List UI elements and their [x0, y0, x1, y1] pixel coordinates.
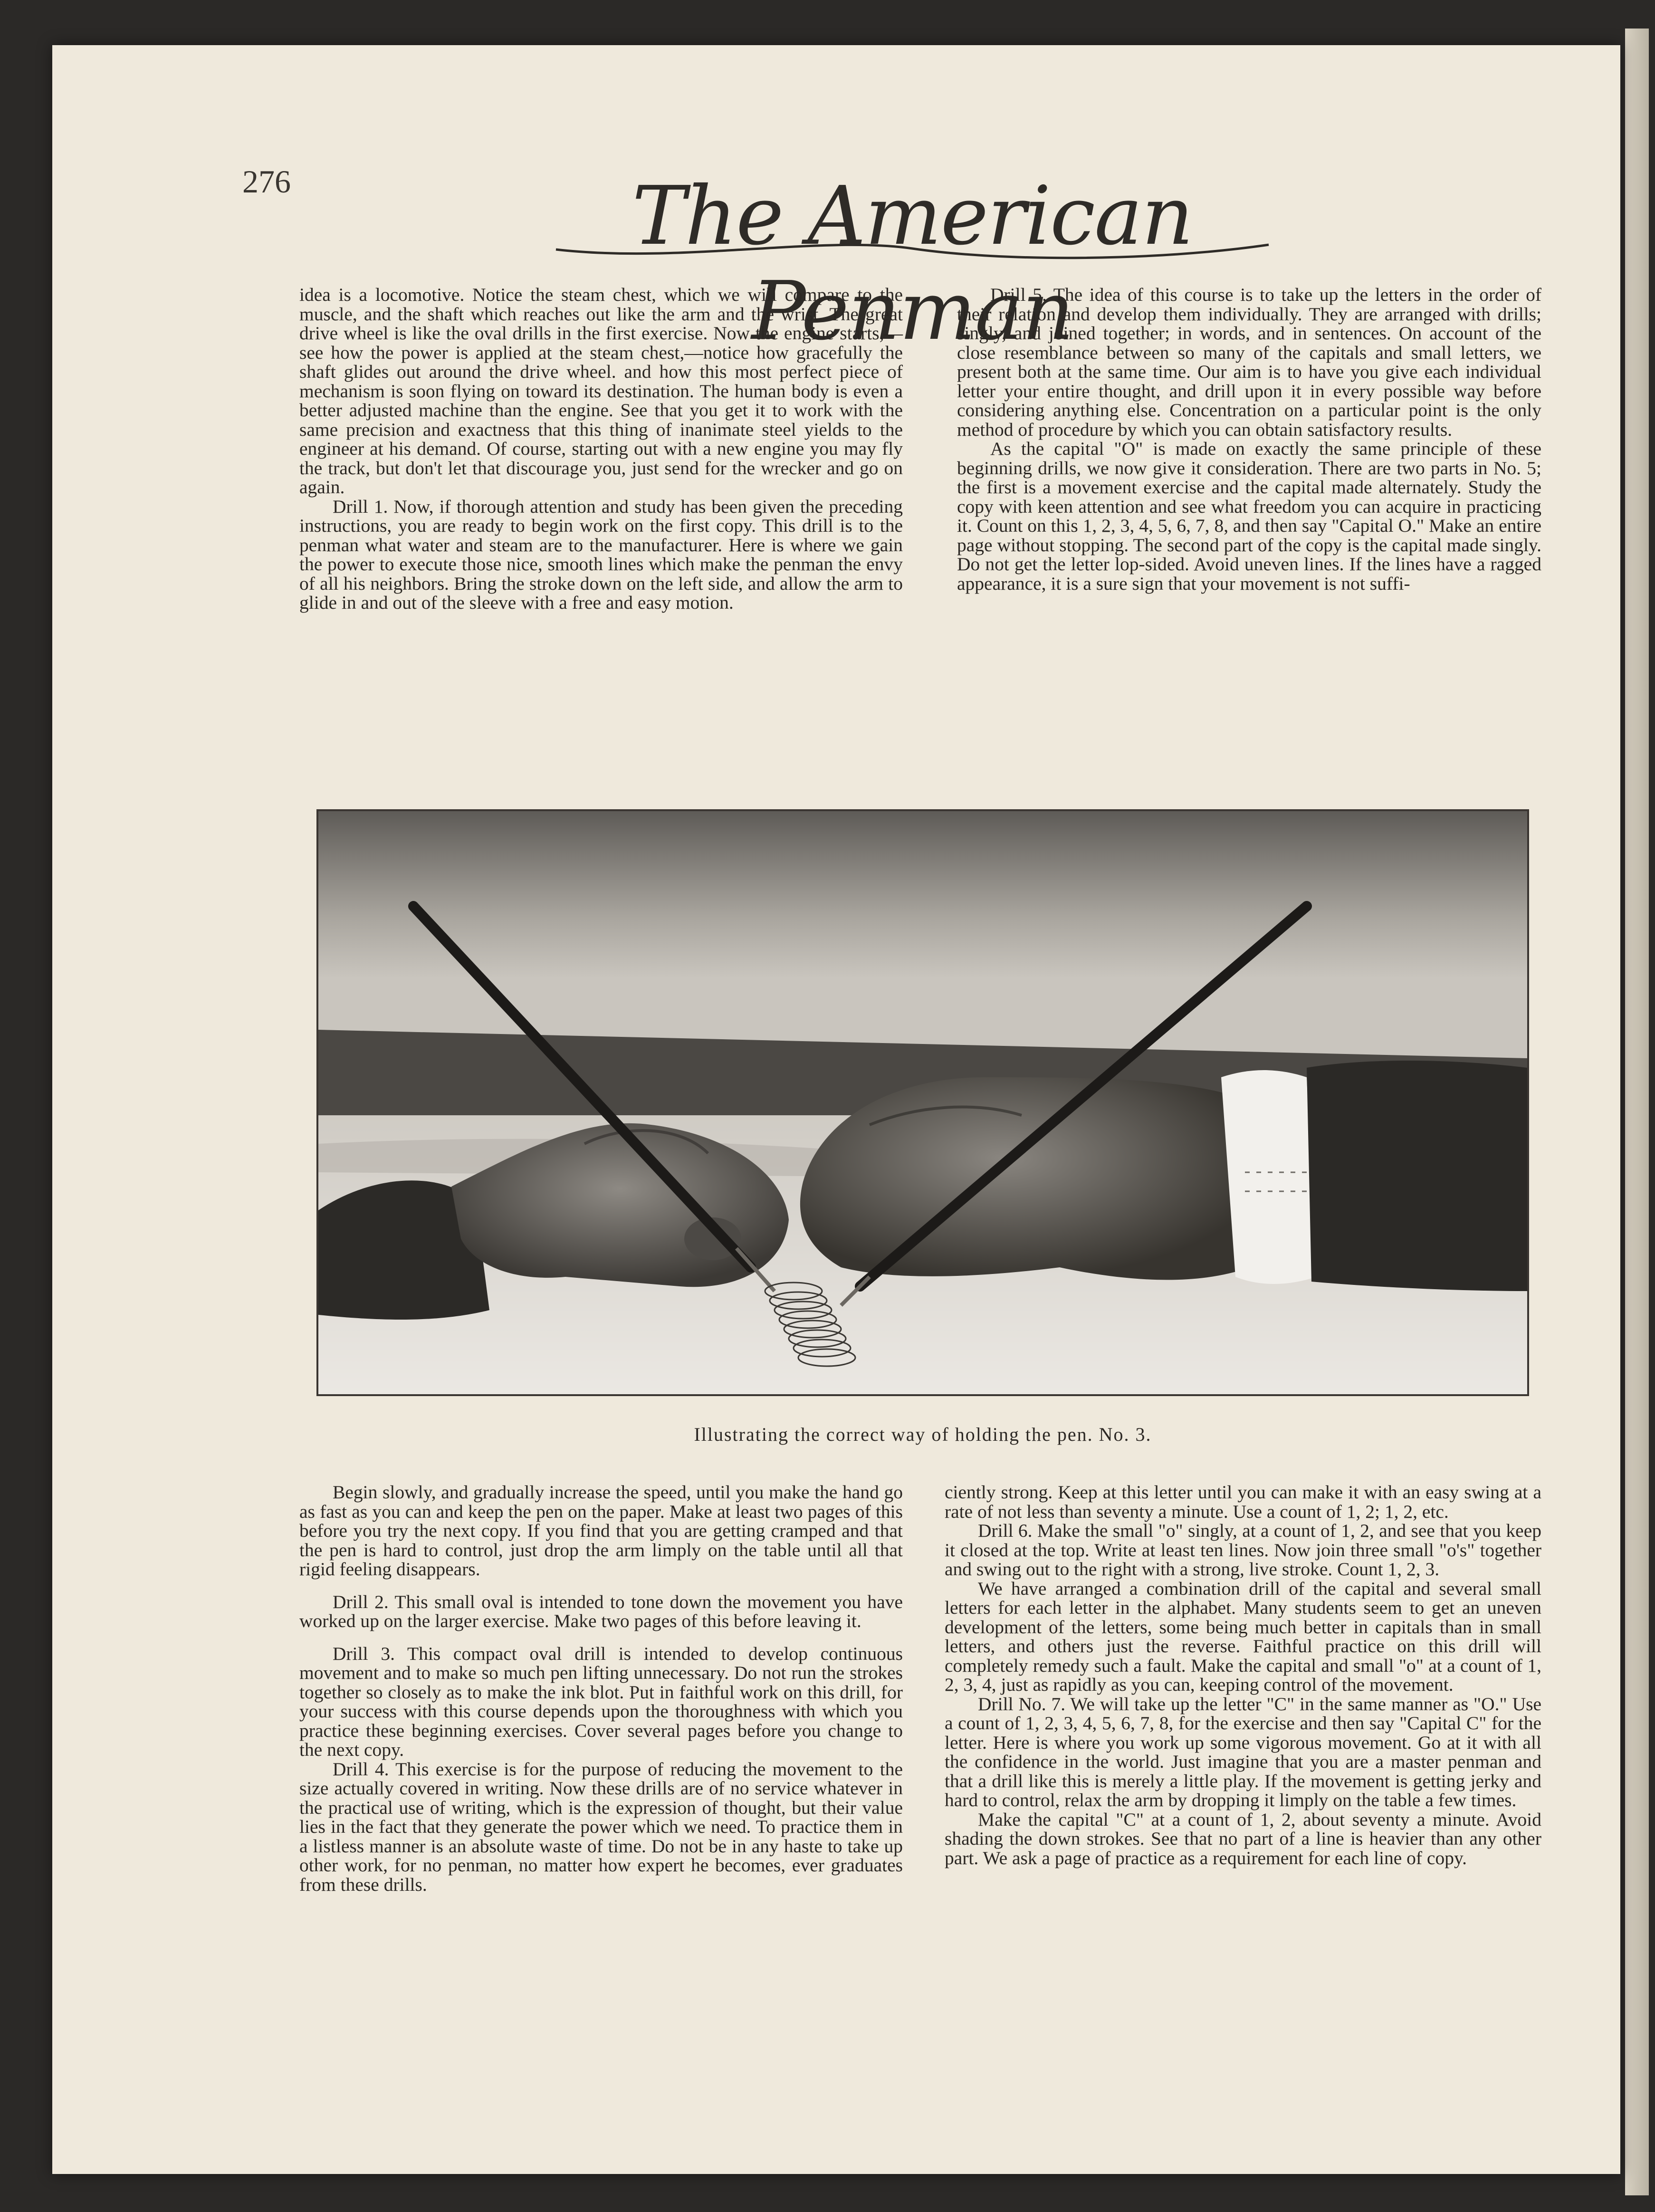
column-left-bottom — [299, 1483, 903, 1894]
pen-holding-photo — [318, 811, 1527, 1394]
paragraph: Make the capital "C" at a count of 1, 2, about seventy a minute. Avoid shading the down strokes. See that no part of a line is heavier than any other part. We ask a page of practice as a requirement for each line of copy. — [945, 1809, 1541, 1868]
paragraph: ciently strong. Keep at this letter until you can make it with an easy swing at a rate of not less than seventy a minute. Use a count of 1, 2; 1, 2, etc. — [945, 1482, 1541, 1522]
masthead-flourish-icon — [537, 226, 1288, 264]
paragraph: Drill 3. This compact oval drill is intended to develop continuous movement and to make so much pen lifting unnecessary. Do not run the strokes together so closely as to make the ink blot. Put in faithful work on this drill, for your success with this course depends upon the thoroughness with which you practice these beginning exercises. Cover several pages before you change to the next copy. — [299, 1643, 903, 1760]
page-edge — [1625, 29, 1649, 2195]
paragraph: Drill 2. This small oval is intended to tone down the movement you have worked up on the larger exercise. Make two pages of this before leaving it. — [299, 1591, 903, 1631]
paragraph: We have arranged a combination drill of the capital and several small letters for each letter in the alphabet. Many students seem to get an uneven development of the letters, some being much better in capitals than in small letters, and others just the reverse. Faithful practice on this drill will completely remedy such a fault. Make the capital and small "o" at a count of 1, 2, 3, 4, just as rapidly as you can, keeping control of the movement. — [945, 1578, 1541, 1695]
paragraph: Drill 6. Make the small "o" singly, at a count of 1, 2, and see that you keep it closed at the top. Write at least ten lines. Now join three small "o's" together and swing out to the right with a strong, live stroke. Count 1, 2, 3. — [945, 1520, 1541, 1580]
figure-caption: Illustrating the correct way of holding the pen. No. 3. — [694, 1424, 1152, 1445]
paragraph: As the capital "O" is made on exactly the same principle of these beginning drills, we now give it consideration. There are two parts in No. 5; the first is a movement exercise and the capital made alternately. Study the copy with keen attention and see what freedom you can acquire in practicing it. Count on this 1, 2, 3, 4, 5, 6, 7, 8, and then say "Capital O." Make an entire page without stopping. The second part of the copy is the capital made singly. Do not get the letter lop-sided. Avoid uneven lines. If the lines have a ragged appearance, it is a sure sign that your movement is not suffi- — [957, 438, 1541, 594]
masthead-title: The American Penman — [632, 169, 1193, 358]
page-number: 276 — [242, 163, 291, 200]
paragraph: Drill 5. The idea of this course is to take up the letters in the order of their relation and develop them individually. They are arranged with drills; singly, and joined together; in words, and in sentences. On account of the close resemblance between so many of the capitals and small letters, we present both at the same time. Our aim is to have you give each individual letter your entire thought, and drill upon it in every possible way before considering anything else. Concentration on a particular point is the only method of procedure by which you can obtain satisfactory results. — [957, 284, 1541, 440]
magazine-page — [52, 45, 1620, 2174]
paragraph: Drill No. 7. We will take up the letter "C" in the same manner as "O." Use a count of 1, 2, 3, 4, 5, 6, 7, 8, for the exercise and then say "Capital C" for the letter. Here is where you work up some vigorous movement. Go at it with all the confidence in the world. Just imagine that you are a master penman and that a drill like this is merely a little play. If the movement is getting jerky and hard to control, relax the arm by dropping it limply on the table a few times. — [945, 1693, 1541, 1810]
paragraph: Begin slowly, and gradually increase the speed, until you make the hand go as fast as you can and keep the pen on the paper. Make at least two pages of this before you try the next copy. If you find that you are getting cramped and that the pen is hard to control, just drop the arm limply on the table until all that rigid feeling disappears. — [299, 1482, 903, 1580]
paragraph: Drill 1. Now, if thorough attention and study has been given the preceding instructions, you are ready to begin work on the first copy. This drill is to the penman what water and steam are to the manufacturer. Here is where we gain the power to execute those nice, smooth lines which make the penman the envy of all his neighbors. Bring the stroke down on the left side, and allow the arm to glide in and out of the sleeve with a free and easy motion. — [299, 496, 903, 613]
column-right-top — [957, 285, 1541, 593]
masthead — [537, 169, 1288, 358]
paragraph: Drill 4. This exercise is for the purpose of reducing the movement to the size actually covered in writing. Now these drills are of no service whatever in the practical use of writing, which is the expression of thought, but their value lies in the fact that they generate the power which we need. To practice them in a listless manner is an absolute waste of time. Do not be in any haste to take up other work, for no penman, no matter how expert he becomes, ever graduates from these drills. — [299, 1758, 903, 1895]
column-right-bottom — [945, 1483, 1541, 1867]
paragraph: idea is a locomotive. Notice the steam chest, which we will compare to the muscle, and the shaft which reaches out like the arm and the wrist. The great drive wheel is like the oval drills in the first exercise. Now the engine starts,—see how the power is applied at the steam chest,—notice how gracefully the shaft glides out around the drive wheel. and how this most perfect piece of mechanism is soon flying on toward its destination. The human body is even a better adjusted machine than the engine. See that you get it to work with the same precision and exactness that this thing of inanimate steel yields to the engineer at his demand. Of course, starting out with a new engine you may fly the track, but don't let that discourage you, just send for the wrecker and go on again. — [299, 284, 903, 498]
photo-figure — [316, 809, 1529, 1396]
column-left-top — [299, 285, 903, 613]
